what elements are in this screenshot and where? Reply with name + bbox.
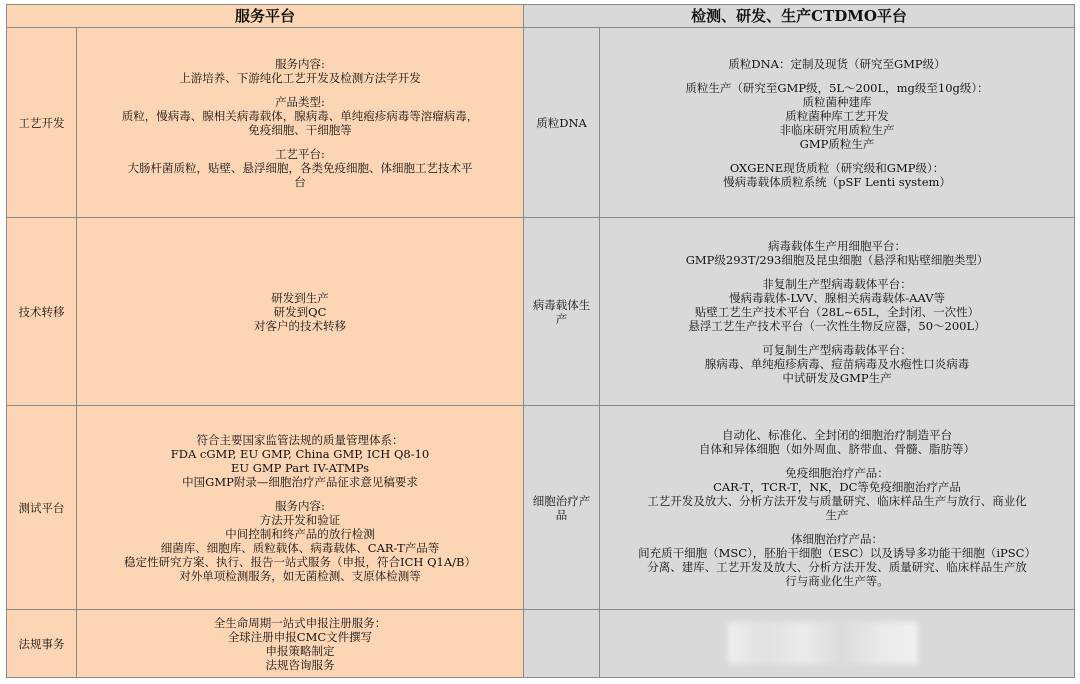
text-line: 全球注册申报CMC文件撰写 [227,629,373,644]
row-content [77,406,524,610]
row-content [77,28,524,218]
text-line: 工艺开发及放大、分析方法开发与质量研究、临床样品生产与放行、商业化 [647,493,1027,508]
service-platform-table [6,4,1075,678]
text-line: 细菌库、细胞库、质粒载体、病毒载体、CAR-T产品等 [160,540,440,555]
text-line: 上游培养、下游纯化工艺开发及检测方法学开发 [179,70,421,85]
text-line: 可复制生产型病毒载体平台： [762,342,912,357]
text-line: 非临床研究用质粒生产 [779,122,895,137]
text-line: 非复制生产型病毒载体平台： [762,276,912,291]
text-line: 质粒DNA：定制及现货（研究至GMP级） [728,56,946,71]
text-line: 质粒菌种建库 [802,94,872,109]
text-line: GMP级293T/293细胞及昆虫细胞（悬浮和贴壁细胞类型） [685,252,989,267]
text-line: 质粒生产（研究至GMP级，5L～200L，mg级至10g级）： [685,80,989,95]
text-line: 质粒菌种库工艺开发 [785,108,889,123]
row-content [77,610,524,678]
category-detail [600,218,1075,406]
row-label: 测试平台 [7,406,77,610]
category-label: 质粒DNA [524,28,600,218]
text-line: 大肠杆菌质粒，贴壁、悬浮细胞，各类免疫细胞、体细胞工艺技术平 [127,160,473,175]
text-line: 对外单项检测服务，如无菌检测、支原体检测等 [179,568,421,583]
header-row [7,5,1075,28]
text-line: 间充质干细胞（MSC），胚胎干细胞（ESC）以及诱导多功能干细胞（iPSC） [638,545,1036,560]
text-line: 服务内容: [275,498,325,513]
text-line: 符合主要国家监管法规的质量管理体系： [196,432,404,447]
text-line: 工艺平台: [275,146,325,161]
row-label: 法规事务 [7,610,77,678]
text-line: 免疫细胞、干细胞等 [248,122,352,137]
text-line: 悬浮工艺生产技术平台（一次性生物反应器，50～200L） [688,318,986,333]
text-line: 腺病毒、单纯疱疹病毒、痘苗病毒及水疱性口炎病毒 [704,356,970,371]
text-line: 中国GMP附录—细胞治疗产品征求意见稿要求 [182,474,418,489]
row-content [77,218,524,406]
text-line: 中试研发及GMP生产 [782,370,892,385]
text-line: OXGENE现货质粒（研究级和GMP级）： [729,160,945,175]
category-label: 病毒载体生产 [524,218,600,406]
text-line: 稳定性研究方案、执行、报告一站式服务（申报，符合ICH Q1A/B） [124,554,476,569]
text-line: 中间控制和终产品的放行检测 [225,526,375,541]
text-line: 服务内容: [275,56,325,71]
text-line: 行与商业化生产等。 [785,573,889,588]
text-line: 研发到生产 [271,290,329,305]
text-line: 慢病毒载体质粒系统（pSF Lenti system） [723,174,951,189]
header-service-platform: 服务平台 [7,5,524,28]
row-label: 工艺开发 [7,28,77,218]
category-label: 细胞治疗产品 [524,406,600,610]
text-line: 全生命周期一站式申报注册服务： [213,615,387,630]
header-ctdmo-platform: 检测、研发、生产CTDMO平台 [524,5,1075,28]
text-line: 方法开发和验证 [259,512,341,527]
category-label [524,610,600,678]
text-line: CAR-T，TCR-T，NK，DC等免疫细胞治疗产品 [713,479,961,494]
text-line: 自体和异体细胞（如外周血、脐带血、骨髓、脂肪等） [699,441,976,456]
text-line: 台 [294,174,306,189]
text-line: 病毒载体生产用细胞平台： [768,238,907,253]
text-line: 产品类型: [275,94,325,109]
table-row-testing-platform [7,406,1075,610]
text-line: 法规咨询服务 [265,657,335,672]
text-line: 贴壁工艺生产技术平台（28L~65L，全封闭、一次性） [694,304,980,319]
table-row-technology-transfer [7,218,1075,406]
text-line: 研发到QC [273,304,327,319]
text-line: 生产 [825,507,849,522]
text-line: 分离、建库、工艺开发及放大、分析方法开发、质量研究、临床样品生产放 [647,559,1027,574]
text-line: GMP质粒生产 [799,136,875,151]
row-label: 技术转移 [7,218,77,406]
blurred-watermark [728,622,918,664]
table-row-process-development [7,28,1075,218]
text-line: 免疫细胞治疗产品： [785,465,889,480]
text-line: 慢病毒载体-LVV、腺相关病毒载体-AAV等 [729,290,946,305]
text-line: 申报策略制定 [265,643,335,658]
text-line: 自动化、标准化、全封闭的细胞治疗制造平台 [722,427,953,442]
text-line: 对客户的技术转移 [254,318,346,333]
text-line: 质粒，慢病毒、腺相关病毒载体，腺病毒、单纯疱疹病毒等溶瘤病毒， [121,108,479,123]
text-line: EU GMP Part IV-ATMPs [230,460,370,475]
text-line: 体细胞治疗产品： [791,531,884,546]
category-detail [600,406,1075,610]
category-detail [600,28,1075,218]
text-line: FDA cGMP, EU GMP, China GMP, ICH Q8-10 [170,446,430,461]
